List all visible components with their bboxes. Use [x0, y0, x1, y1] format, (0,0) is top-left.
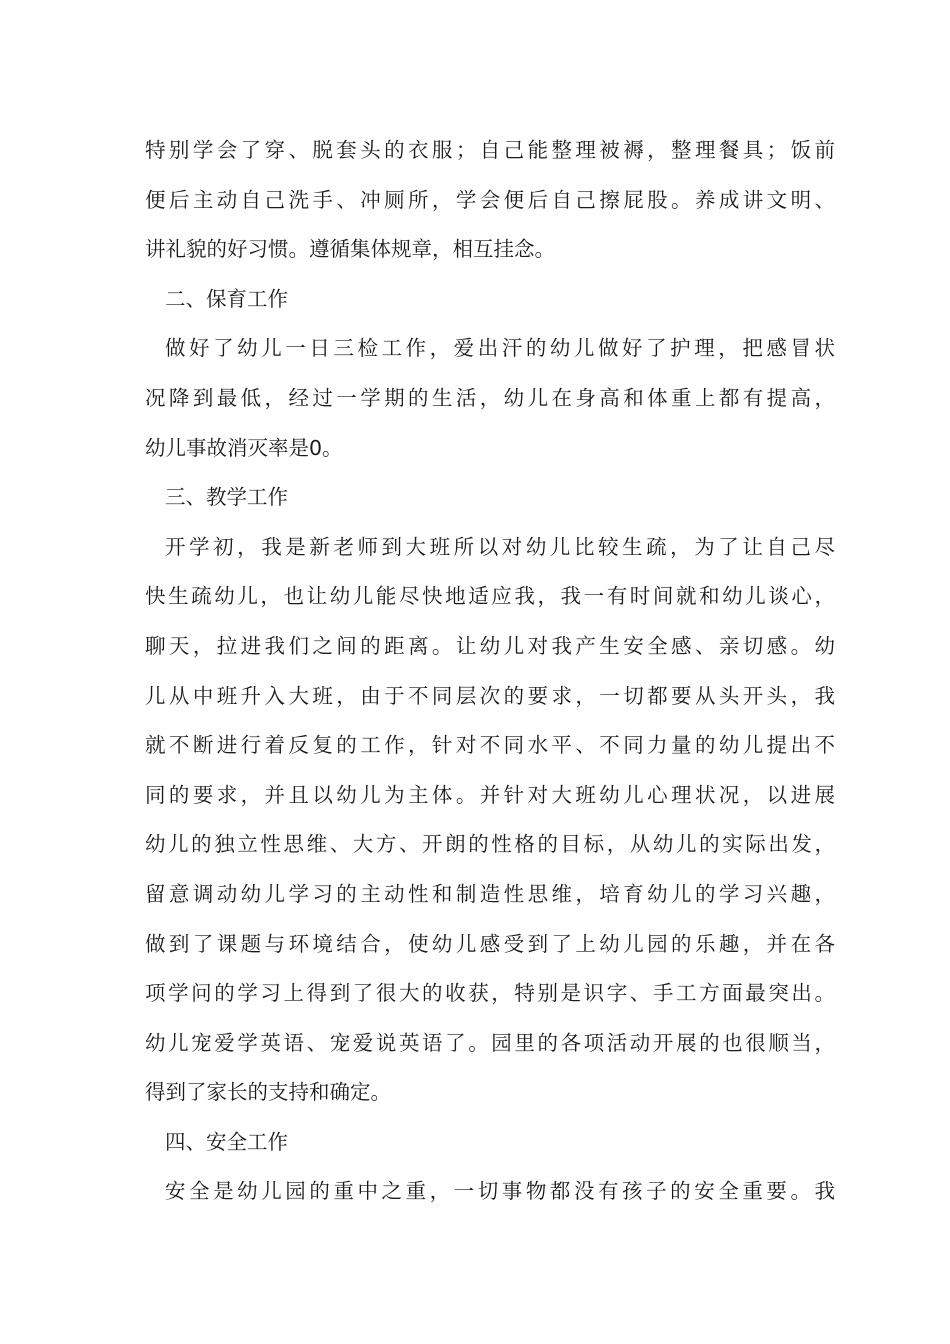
- paragraph-line: 况降到最低，经过一学期的生活，幼儿在身高和体重上都有提高，: [145, 385, 835, 410]
- paragraph-line: 做到了课题与环境结合，使幼儿感受到了上幼儿园的乐趣，并在各: [145, 931, 835, 956]
- paragraph-line: 开学初，我是新老师到大班所以对幼儿比较生疏，为了让自己尽: [165, 534, 835, 559]
- document-body: [145, 126, 835, 1217]
- paragraph-line: 得到了家长的支持和确定。: [145, 1080, 391, 1105]
- paragraph-line: 特别学会了穿、脱套头的衣服；自己能整理被褥，整理餐具；饭前: [145, 138, 835, 162]
- paragraph-line: 讲礼貌的好习惯。遵循集体规章，相互挂念。: [145, 237, 555, 262]
- paragraph-line: 就不断进行着反复的工作，针对不同水平、不同力量的幼儿提出不: [145, 733, 835, 758]
- paragraph-line: 快生疏幼儿，也让幼儿能尽快地适应我，我一有时间就和幼儿谈心，: [145, 584, 835, 609]
- paragraph-line: 留意调动幼儿学习的主动性和制造性思维，培育幼儿的学习兴趣，: [145, 881, 835, 906]
- paragraph-line: 幼儿的独立性思维、大方、开朗的性格的目标，从幼儿的实际出发，: [145, 832, 835, 857]
- paragraph-line: 便后主动自己洗手、冲厕所，学会便后自己擦屁股。养成讲文明、: [145, 187, 835, 212]
- section-heading-safety: 四、安全工作: [165, 1129, 288, 1154]
- paragraph-line: 儿从中班升入大班，由于不同层次的要求，一切都要从头开头，我: [145, 683, 835, 708]
- paragraph-line: 幼儿事故消灭率是0。: [145, 435, 343, 460]
- paragraph-line: 项学问的学习上得到了很大的收获，特别是识字、手工方面最突出。: [145, 981, 835, 1006]
- paragraph-line: 幼儿宠爱学英语、宠爱说英语了。园里的各项活动开展的也很顺当，: [145, 1030, 835, 1055]
- paragraph-line: 同的要求，并且以幼儿为主体。并针对大班幼儿心理状况，以进展: [145, 782, 835, 807]
- section-heading-teaching: 三、教学工作: [165, 485, 288, 510]
- section-heading-nursing: 二、保育工作: [165, 286, 288, 311]
- paragraph-line: 安全是幼儿园的重中之重，一切事物都没有孩子的安全重要。我: [165, 1179, 835, 1204]
- paragraph-line: 做好了幼儿一日三检工作，爱出汗的幼儿做好了护理，把感冒状: [165, 336, 835, 361]
- paragraph-line: 聊天，拉进我们之间的距离。让幼儿对我产生安全感、亲切感。幼: [145, 633, 835, 658]
